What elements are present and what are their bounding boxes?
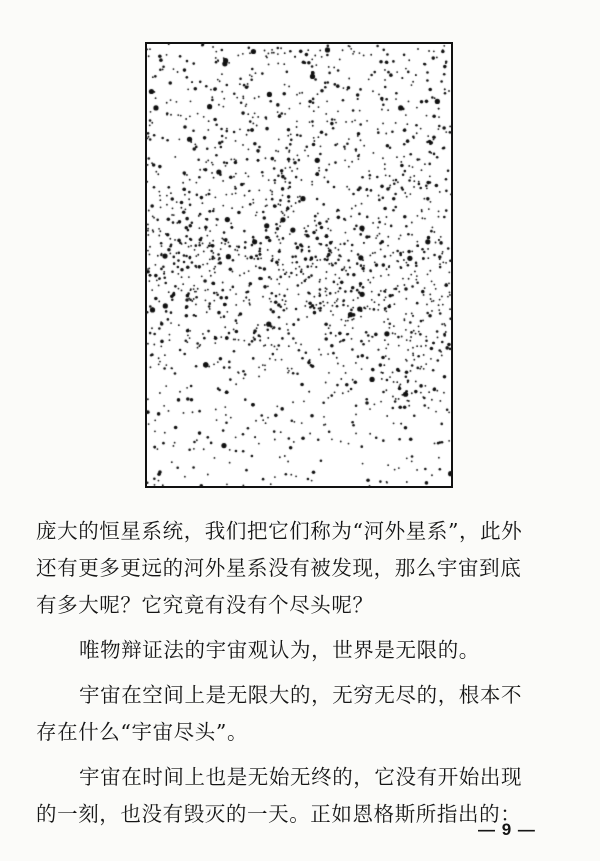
paragraph-3 (36, 677, 576, 751)
text-line: 宇宙在空间上是无限大的，无穷无尽的，根本不 (79, 683, 523, 707)
paragraph-2 (36, 632, 576, 669)
text-line: 唯物辩证法的宇宙观认为，世界是无限的。 (79, 638, 480, 662)
paragraph-1 (36, 513, 576, 624)
text-line: 还有更多更远的河外星系没有被发现，那么宇宙到底 (36, 556, 522, 580)
page-number: — 9 — (478, 820, 536, 839)
text-line: 宇宙在时间上也是无始无终的，它没有开始出现 (79, 765, 523, 789)
star-field-illustration (145, 42, 453, 488)
text-line: 有多大呢？它究竟有没有个尽头呢？ (36, 593, 374, 617)
star-field-canvas (147, 44, 451, 486)
text-line: 的一刻，也没有毁灭的一天。正如恩格斯所指出的： (36, 802, 522, 826)
text-line: 庞大的恒星系统，我们把它们称为“河外星系”，此外 (36, 519, 523, 543)
text-line: 存在什么“宇宙尽头”。 (36, 720, 249, 744)
body-text (36, 513, 576, 833)
